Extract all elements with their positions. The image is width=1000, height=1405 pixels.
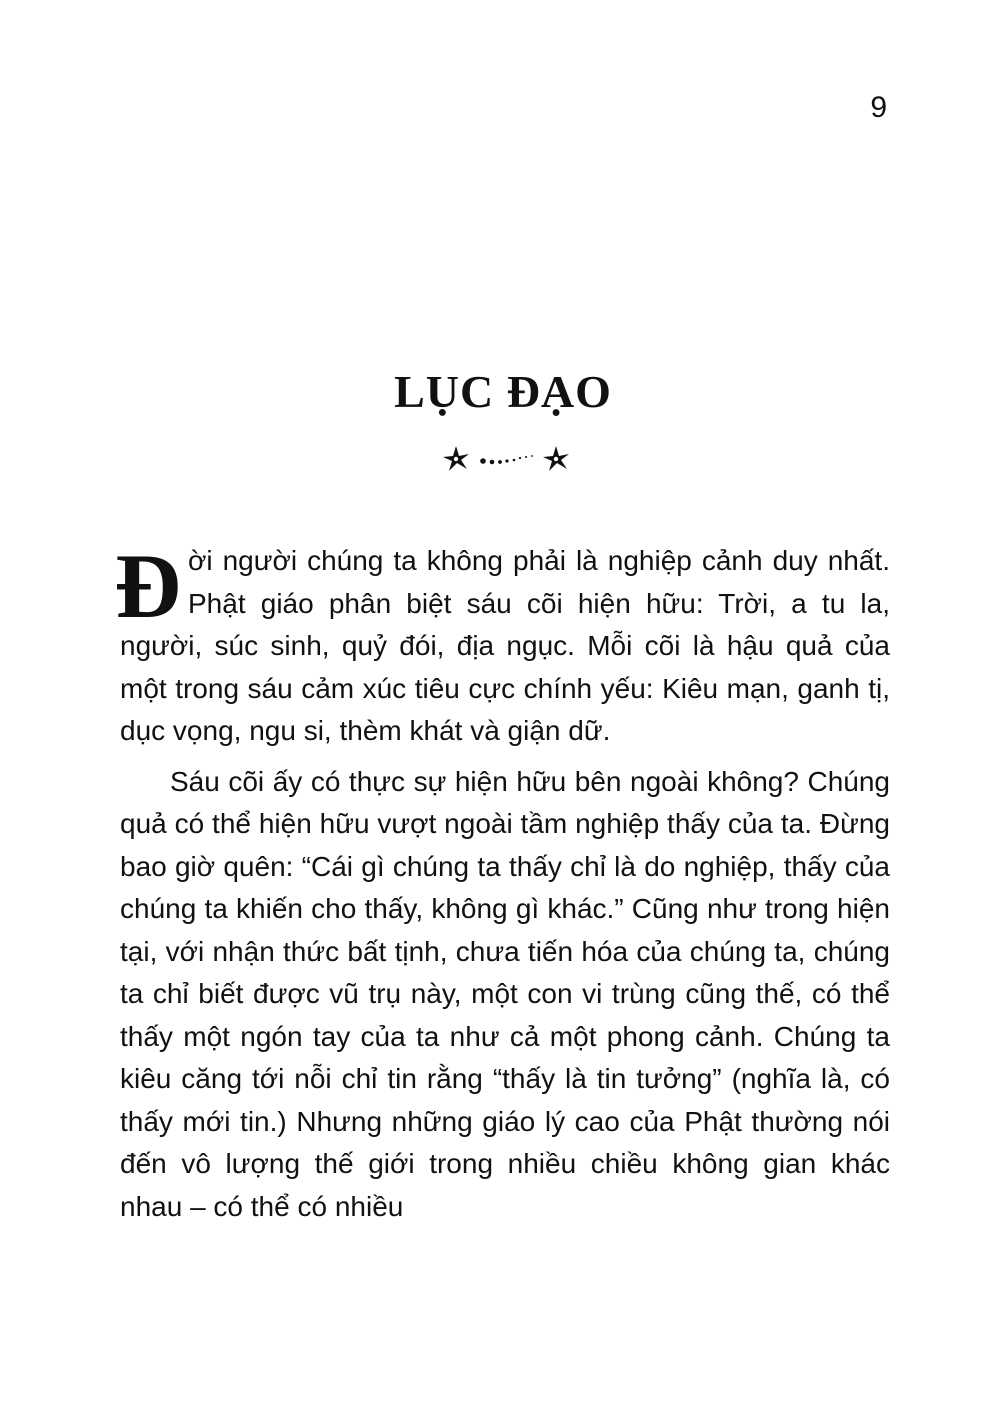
paragraph-1-text: ời người chúng ta không phải là nghiệp cảnh duy nhất. Phật giáo phân biệt sáu cõi hiện hữu: Trời, a tu la, người, súc sinh, quỷ đói, địa ngục. Mỗi cõi là hậu quả của một trong sáu cảm xúc tiêu cực chính yếu: Kiêu mạn, ganh tị, dục vọng, ngu si, thèm khát và giận dữ. — [120, 545, 890, 746]
page-number: 9 — [870, 91, 887, 124]
floral-divider-icon — [436, 440, 576, 480]
chapter-title: LỤC ĐẠO — [394, 366, 612, 417]
body-text — [114, 535, 890, 1228]
paragraph-2: Sáu cõi ấy có thực sự hiện hữu bên ngoài không? Chúng quả có thể hiện hữu vượt ngoài tầm nghiệp thấy của ta. Đừng bao giờ quên: “Cái gì chúng ta thấy chỉ là do nghiệp, thấy của chúng ta khiến cho thấy, không gì khác.” Cũng như trong hiện tại, với nhận thức bất tịnh, chưa tiến hóa của chúng ta, chúng ta chỉ biết được vũ trụ này, một con vi trùng cũng thế, có thể thấy một ngón tay của ta như cả một phong cảnh. Chúng ta kiêu căng tới nỗi chỉ tin rằng “thấy là tin tưởng” (nghĩa là, có thấy mới tin.) Nhưng những giáo lý cao của Phật thường nói đến vô lượng thế giới trong nhiều chiều không gian khác nhau – có thể có nhiều — [120, 765, 890, 1222]
paragraph-1 — [114, 535, 890, 753]
drop-cap: Đ — [114, 535, 182, 637]
flower-right-icon — [543, 446, 569, 471]
dots-divider — [480, 455, 533, 464]
flower-left-icon — [443, 446, 469, 471]
